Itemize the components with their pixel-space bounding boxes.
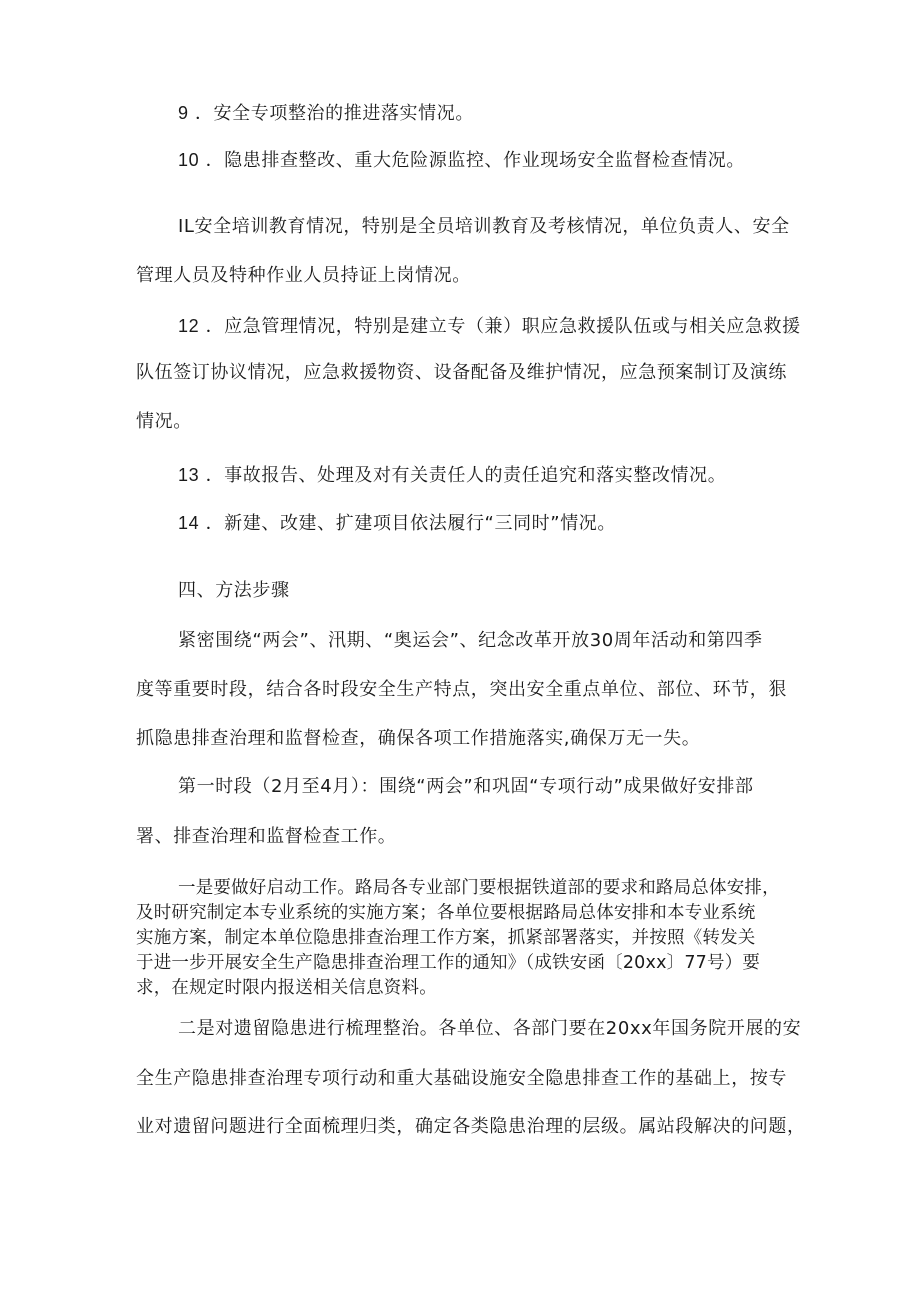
item-number: 14 <box>178 513 200 533</box>
item-text: ．安全专项整治的推进落实情况。 <box>194 103 474 124</box>
para-4-line-1: 二是对遗留隐患进行梳理整治。各单位、各部门要在20xx年国务院开展的安 <box>178 1018 802 1039</box>
para-4-line-3: 业对遗留问题进行全面梳理归类，确定各类隐患治理的层级。属站段解决的问题， <box>136 1116 806 1137</box>
item-text: ．隐患排查整改、重大危险源监控、作业现场安全监督检查情况。 <box>205 150 745 171</box>
item-number: 12 <box>178 316 200 336</box>
item-text: ．新建、改建、扩建项目依法履行“三同时”情况。 <box>205 513 617 534</box>
item-12-line-2: 队伍签订协议情况，应急救援物资、设备配备及维护情况，应急预案制订及演练 <box>136 362 787 383</box>
para-1-line-3: 抓隐患排查治理和监督检查，确保各项工作措施落实,确保万无一失。 <box>136 728 701 749</box>
item-14 <box>178 511 616 536</box>
item-13 <box>178 463 726 488</box>
item-number: 9 <box>178 103 189 123</box>
para-3-line-2: 及时研究制定本专业系统的实施方案；各单位要根据路局总体安排和本专业系统 <box>136 903 756 923</box>
item-9 <box>178 101 474 126</box>
para-1-line-2: 度等重要时段，结合各时段安全生产特点，突出安全重点单位、部位、环节，狠 <box>136 679 787 700</box>
item-text: ．事故报告、处理及对有关责任人的责任追究和落实整改情况。 <box>205 465 727 486</box>
item-number: 13 <box>178 465 200 485</box>
item-12-line-3: 情况。 <box>136 411 192 432</box>
section-heading: 四、方法步骤 <box>178 580 290 601</box>
para-2-line-1: 第一时段（2月至4月）：围绕“两会”和巩固“专项行动”成果做好安排部 <box>178 776 754 797</box>
item-10 <box>178 148 745 173</box>
para-3-line-4: 于进一步开展安全生产隐患排查治理工作的通知》（成铁安函〔20xx〕77号）要 <box>136 953 761 973</box>
para-2-line-2: 署、排查治理和监督检查工作。 <box>136 826 397 847</box>
para-4-line-2: 全生产隐患排查治理专项行动和重大基础设施安全隐患排查工作的基础上，按专 <box>136 1068 787 1089</box>
item-11-line-1: IL安全培训教育情况，特别是全员培训教育及考核情况，单位负责人、安全 <box>178 216 790 237</box>
item-text: ．应急管理情况，特别是建立专（兼）职应急救援队伍或与相关应急救援 <box>205 316 801 337</box>
para-3-line-5: 求，在规定时限内报送相关信息资料。 <box>136 978 437 998</box>
para-3-line-1: 一是要做好启动工作。路局各专业部门要根据铁道部的要求和路局总体安排， <box>178 878 780 898</box>
para-3-line-3: 实施方案，制定本单位隐患排查治理工作方案，抓紧部署落实，并按照《转发关 <box>136 928 756 948</box>
item-number: 10 <box>178 150 200 170</box>
item-11-line-2: 管理人员及特种作业人员持证上岗情况。 <box>136 265 471 286</box>
para-1-line-1: 紧密围绕“两会”、汛期、“奥运会”、纪念改革开放30周年活动和第四季 <box>178 630 763 651</box>
item-12-line-1 <box>178 314 801 339</box>
